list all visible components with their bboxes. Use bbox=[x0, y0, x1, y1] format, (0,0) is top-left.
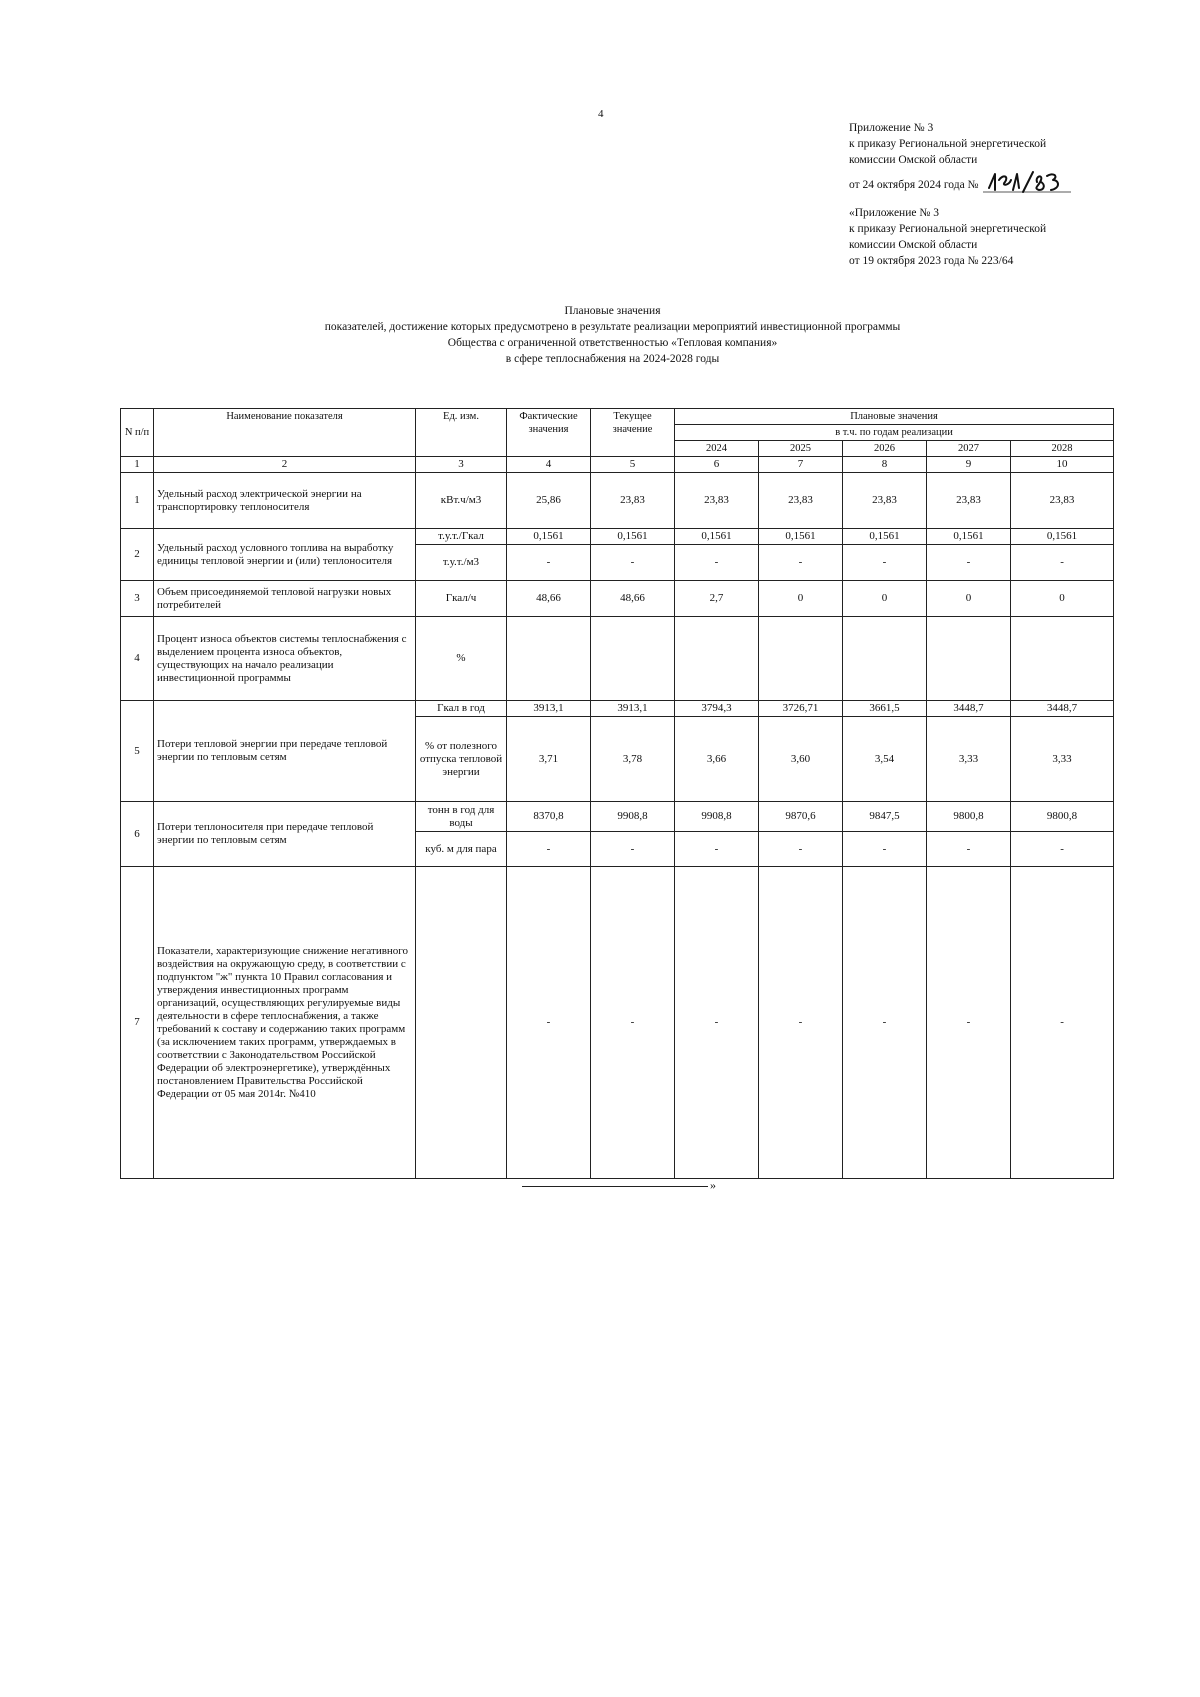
row-name: Потери тепловой энергии при передаче тепловой энергии по тепловым сетям bbox=[154, 701, 416, 802]
value-cell: 0,1561 bbox=[1011, 529, 1114, 545]
header-name: Наименование показателя bbox=[154, 409, 416, 457]
value-cell: - bbox=[843, 545, 927, 581]
header-year-2027: 2027 bbox=[927, 441, 1011, 457]
row-unit: % bbox=[416, 617, 507, 701]
row-num: 1 bbox=[121, 473, 154, 529]
value-cell: 3,78 bbox=[591, 717, 675, 802]
value-cell: 48,66 bbox=[591, 581, 675, 617]
header-planned: Плановые значения bbox=[675, 409, 1114, 425]
value-cell: 0,1561 bbox=[843, 529, 927, 545]
value-cell: 0,1561 bbox=[591, 529, 675, 545]
col-number: 10 bbox=[1011, 457, 1114, 473]
value-cell: 9847,5 bbox=[843, 802, 927, 832]
row-unit: т.у.т./Гкал bbox=[416, 529, 507, 545]
value-cell: 9870,6 bbox=[759, 802, 843, 832]
col-number: 6 bbox=[675, 457, 759, 473]
header-year-2026: 2026 bbox=[843, 441, 927, 457]
annex-previous-block bbox=[849, 205, 1046, 269]
value-cell: - bbox=[591, 867, 675, 1179]
value-cell: - bbox=[1011, 545, 1114, 581]
indicators-table bbox=[120, 408, 1114, 1179]
value-cell: 0,1561 bbox=[507, 529, 591, 545]
title-line2: показателей, достижение которых предусмотрено в результате реализации мероприятий инвестиционной программы bbox=[324, 321, 901, 333]
table-row bbox=[121, 802, 1114, 832]
annex-current-line1: Приложение № 3 bbox=[849, 122, 934, 134]
value-cell: 0 bbox=[843, 581, 927, 617]
value-cell: 3,66 bbox=[675, 717, 759, 802]
value-cell: - bbox=[675, 545, 759, 581]
row-unit: Гкал/ч bbox=[416, 581, 507, 617]
value-cell: - bbox=[675, 867, 759, 1179]
value-cell: - bbox=[507, 867, 591, 1179]
value-cell: 25,86 bbox=[507, 473, 591, 529]
value-cell: 9800,8 bbox=[927, 802, 1011, 832]
value-cell: - bbox=[507, 832, 591, 867]
closing-line bbox=[522, 1186, 708, 1187]
title-line4: в сфере теплоснабжения на 2024-2028 годы bbox=[505, 353, 720, 365]
header-year-2025: 2025 bbox=[759, 441, 843, 457]
annex-previous-line3: комиссии Омской области bbox=[849, 239, 978, 251]
header-num: N п/п bbox=[121, 409, 154, 457]
value-cell: 23,83 bbox=[843, 473, 927, 529]
header-current: Текущее значение bbox=[591, 409, 675, 457]
value-cell: 3448,7 bbox=[927, 701, 1011, 717]
value-cell: - bbox=[759, 545, 843, 581]
closing-quote: » bbox=[710, 1178, 716, 1192]
value-cell: 3,33 bbox=[927, 717, 1011, 802]
row-num: 6 bbox=[121, 802, 154, 867]
col-number: 9 bbox=[927, 457, 1011, 473]
value-cell: 3448,7 bbox=[1011, 701, 1114, 717]
value-cell: - bbox=[843, 867, 927, 1179]
value-cell: 3,71 bbox=[507, 717, 591, 802]
row-num: 2 bbox=[121, 529, 154, 581]
document-title bbox=[120, 303, 1105, 367]
value-cell: - bbox=[843, 832, 927, 867]
value-cell bbox=[843, 617, 927, 701]
row-unit: кВт.ч/м3 bbox=[416, 473, 507, 529]
value-cell bbox=[591, 617, 675, 701]
row-name: Потери теплоносителя при передаче тепловой энергии по тепловым сетям bbox=[154, 802, 416, 867]
value-cell: 3794,3 bbox=[675, 701, 759, 717]
value-cell: - bbox=[759, 867, 843, 1179]
value-cell: 9908,8 bbox=[591, 802, 675, 832]
table-row bbox=[121, 581, 1114, 617]
value-cell: - bbox=[1011, 867, 1114, 1179]
row-num: 7 bbox=[121, 867, 154, 1179]
row-name: Удельный расход электрической энергии на транспортировку теплоносителя bbox=[154, 473, 416, 529]
col-number: 3 bbox=[416, 457, 507, 473]
value-cell: 0 bbox=[759, 581, 843, 617]
table-row bbox=[121, 473, 1114, 529]
row-unit: куб. м для пара bbox=[416, 832, 507, 867]
value-cell: - bbox=[591, 832, 675, 867]
value-cell: - bbox=[927, 867, 1011, 1179]
table-row bbox=[121, 867, 1114, 1179]
value-cell: 3,60 bbox=[759, 717, 843, 802]
col-number: 5 bbox=[591, 457, 675, 473]
value-cell: 8370,8 bbox=[507, 802, 591, 832]
value-cell: 2,7 bbox=[675, 581, 759, 617]
annex-previous-line1: «Приложение № 3 bbox=[849, 207, 939, 219]
row-name: Показатели, характеризующие снижение негативного воздействия на окружающую среду, в соответствии с подпунктом "ж" пункта 10 Правил согласования и утверждения инвестиционных программ организаций, осуществляющих регулируемые виды деятельности в сфере теплоснабжения, а также требований к составу и содержанию таких программ (за исключением таких программ, утверждаемых в соответствии с Законодательством Российской Федерации об электроэнергетике), утверждённых постановлением Правительства Российской Федерации от 05 мая 2014г. №410 bbox=[154, 867, 416, 1179]
annex-current-line4 bbox=[849, 168, 1073, 196]
value-cell: 0,1561 bbox=[675, 529, 759, 545]
value-cell: 0,1561 bbox=[927, 529, 1011, 545]
value-cell: 3913,1 bbox=[591, 701, 675, 717]
table-row bbox=[121, 529, 1114, 545]
row-num: 3 bbox=[121, 581, 154, 617]
header-by-years: в т.ч. по годам реализации bbox=[675, 425, 1114, 441]
row-name: Объем присоединяемой тепловой нагрузки новых потребителей bbox=[154, 581, 416, 617]
value-cell bbox=[507, 617, 591, 701]
value-cell: 3661,5 bbox=[843, 701, 927, 717]
value-cell: 23,83 bbox=[759, 473, 843, 529]
annex-previous-line2: к приказу Региональной энергетической bbox=[849, 223, 1047, 235]
value-cell: - bbox=[1011, 832, 1114, 867]
value-cell: 0 bbox=[927, 581, 1011, 617]
page-number: 4 bbox=[598, 108, 604, 120]
header-unit: Ед. изм. bbox=[416, 409, 507, 457]
value-cell: - bbox=[675, 832, 759, 867]
col-number: 7 bbox=[759, 457, 843, 473]
value-cell: - bbox=[507, 545, 591, 581]
row-unit: т.у.т./м3 bbox=[416, 545, 507, 581]
header-actual: Фактические значения bbox=[507, 409, 591, 457]
row-num: 4 bbox=[121, 617, 154, 701]
value-cell: 23,83 bbox=[1011, 473, 1114, 529]
col-number: 4 bbox=[507, 457, 591, 473]
value-cell: 48,66 bbox=[507, 581, 591, 617]
value-cell: 9800,8 bbox=[1011, 802, 1114, 832]
table-row bbox=[121, 617, 1114, 701]
value-cell: 3726,71 bbox=[759, 701, 843, 717]
annex-current-line2: к приказу Региональной энергетической bbox=[849, 138, 1047, 150]
value-cell: 3,54 bbox=[843, 717, 927, 802]
value-cell bbox=[927, 617, 1011, 701]
row-unit: % от полезного отпуска тепловой энергии bbox=[416, 717, 507, 802]
annex-previous-line4: от 19 октября 2023 года № 223/64 bbox=[849, 255, 1014, 267]
value-cell: - bbox=[591, 545, 675, 581]
value-cell: 23,83 bbox=[591, 473, 675, 529]
value-cell: 23,83 bbox=[675, 473, 759, 529]
row-unit bbox=[416, 867, 507, 1179]
header-year-2024: 2024 bbox=[675, 441, 759, 457]
row-unit: тонн в год для воды bbox=[416, 802, 507, 832]
title-line3: Общества с ограниченной ответственностью «Тепловая компания» bbox=[447, 337, 778, 349]
value-cell: 3913,1 bbox=[507, 701, 591, 717]
row-name: Процент износа объектов системы теплоснабжения с выделением процента износа объектов, существующих на начало реализации инвестиционной программы bbox=[154, 617, 416, 701]
table-row bbox=[121, 701, 1114, 717]
value-cell bbox=[759, 617, 843, 701]
title-line1: Плановые значения bbox=[564, 305, 661, 317]
value-cell: 0,1561 bbox=[759, 529, 843, 545]
col-number: 2 bbox=[154, 457, 416, 473]
value-cell: - bbox=[927, 545, 1011, 581]
value-cell: 9908,8 bbox=[675, 802, 759, 832]
header-year-2028: 2028 bbox=[1011, 441, 1114, 457]
col-number: 8 bbox=[843, 457, 927, 473]
column-numbers-row bbox=[121, 457, 1114, 473]
row-num: 5 bbox=[121, 701, 154, 802]
value-cell: - bbox=[759, 832, 843, 867]
annex-current-block bbox=[849, 120, 1073, 196]
annex-current-line3: комиссии Омской области bbox=[849, 154, 978, 166]
value-cell: 3,33 bbox=[1011, 717, 1114, 802]
value-cell: 23,83 bbox=[927, 473, 1011, 529]
handwritten-order-number-icon bbox=[981, 168, 1073, 196]
value-cell: - bbox=[927, 832, 1011, 867]
col-number: 1 bbox=[121, 457, 154, 473]
value-cell bbox=[675, 617, 759, 701]
annex-current-date: от 24 октября 2024 года № bbox=[849, 179, 979, 191]
value-cell: 0 bbox=[1011, 581, 1114, 617]
row-name: Удельный расход условного топлива на выработку единицы тепловой энергии и (или) теплоносителя bbox=[154, 529, 416, 581]
row-unit: Гкал в год bbox=[416, 701, 507, 717]
value-cell bbox=[1011, 617, 1114, 701]
